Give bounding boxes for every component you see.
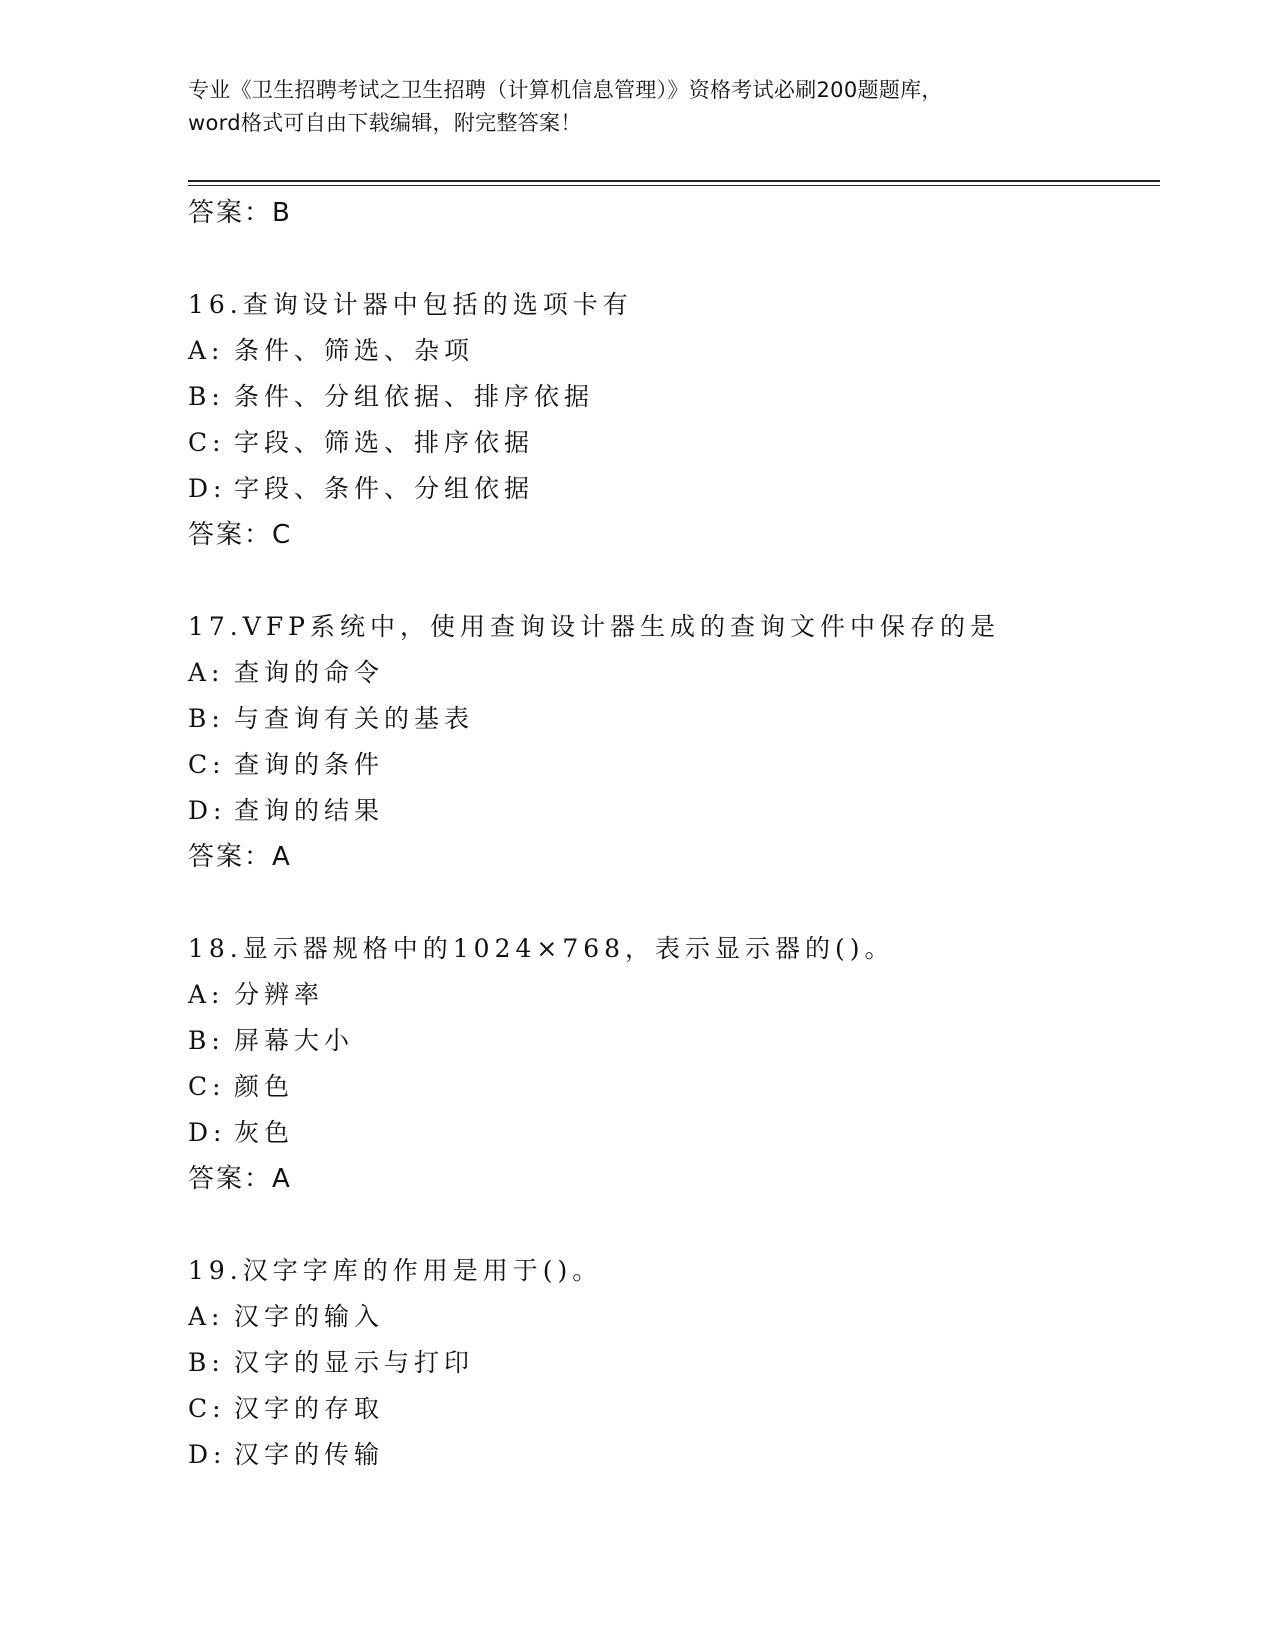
option-text: 查询的结果 bbox=[234, 796, 385, 825]
option-letter: C: bbox=[188, 1394, 226, 1423]
option-text: 汉字的存取 bbox=[234, 1394, 385, 1423]
option-letter: D: bbox=[188, 796, 227, 825]
option-text: 字段、条件、分组依据 bbox=[234, 474, 535, 503]
option-text: 分辨率 bbox=[234, 980, 325, 1009]
option-letter: A: bbox=[188, 1302, 225, 1331]
question-stem: 16.查询设计器中包括的选项卡有 bbox=[188, 290, 633, 319]
question-stem: 18.显示器规格中的1024×768，表示显示器的()。 bbox=[188, 934, 895, 963]
question-content bbox=[188, 190, 1148, 1478]
option-letter: A: bbox=[188, 980, 225, 1009]
option-letter: D: bbox=[188, 1440, 227, 1469]
option-letter: C: bbox=[188, 428, 226, 457]
document-header bbox=[188, 74, 1088, 140]
option-a bbox=[188, 1294, 1148, 1340]
option-d bbox=[188, 788, 1148, 834]
option-text: 灰色 bbox=[234, 1118, 295, 1147]
option-text: 汉字的传输 bbox=[234, 1440, 385, 1469]
option-text: 条件、分组依据、排序依据 bbox=[234, 382, 595, 411]
option-letter: A: bbox=[188, 336, 225, 365]
option-text: 汉字的输入 bbox=[234, 1302, 385, 1331]
option-d bbox=[188, 1110, 1148, 1156]
option-letter: B: bbox=[188, 704, 225, 733]
option-b bbox=[188, 696, 1148, 742]
answer-line: 答案：C bbox=[188, 520, 293, 550]
header-line-2: word格式可自由下载编辑，附完整答案！ bbox=[188, 111, 582, 135]
option-letter: C: bbox=[188, 1072, 226, 1101]
option-letter: B: bbox=[188, 382, 225, 411]
option-c bbox=[188, 1386, 1148, 1432]
option-text: 颜色 bbox=[234, 1072, 295, 1101]
option-text: 条件、筛选、杂项 bbox=[234, 336, 475, 365]
option-b bbox=[188, 1340, 1148, 1386]
header-line-1: 专业《卫生招聘考试之卫生招聘（计算机信息管理）》资格考试必刷200题题库， bbox=[188, 78, 943, 102]
option-a bbox=[188, 328, 1148, 374]
question-19 bbox=[188, 1248, 1148, 1478]
option-a bbox=[188, 650, 1148, 696]
header-divider-thin bbox=[188, 185, 1160, 186]
option-text: 查询的条件 bbox=[234, 750, 385, 779]
question-16 bbox=[188, 282, 1148, 558]
option-letter: C: bbox=[188, 750, 226, 779]
option-text: 与查询有关的基表 bbox=[234, 704, 475, 733]
option-c bbox=[188, 1064, 1148, 1110]
answer-line: 答案：A bbox=[188, 1164, 292, 1194]
option-letter: A: bbox=[188, 658, 225, 687]
option-c bbox=[188, 420, 1148, 466]
question-stem: 19.汉字字库的作用是用于()。 bbox=[188, 1256, 603, 1285]
option-c bbox=[188, 742, 1148, 788]
question-17 bbox=[188, 604, 1148, 880]
option-d bbox=[188, 1432, 1148, 1478]
option-letter: B: bbox=[188, 1026, 225, 1055]
option-letter: D: bbox=[188, 1118, 227, 1147]
question-stem: 17.VFP系统中，使用查询设计器生成的查询文件中保存的是 bbox=[188, 612, 1000, 641]
option-text: 屏幕大小 bbox=[234, 1026, 355, 1055]
option-d bbox=[188, 466, 1148, 512]
option-letter: D: bbox=[188, 474, 227, 503]
option-b bbox=[188, 374, 1148, 420]
option-letter: B: bbox=[188, 1348, 225, 1377]
question-18 bbox=[188, 926, 1148, 1202]
option-a bbox=[188, 972, 1148, 1018]
option-text: 汉字的显示与打印 bbox=[234, 1348, 475, 1377]
option-text: 查询的命令 bbox=[234, 658, 385, 687]
option-b bbox=[188, 1018, 1148, 1064]
answer-line: 答案：A bbox=[188, 842, 292, 872]
header-divider bbox=[188, 180, 1160, 182]
option-text: 字段、筛选、排序依据 bbox=[234, 428, 535, 457]
answer-line: 答案：B bbox=[188, 198, 292, 228]
